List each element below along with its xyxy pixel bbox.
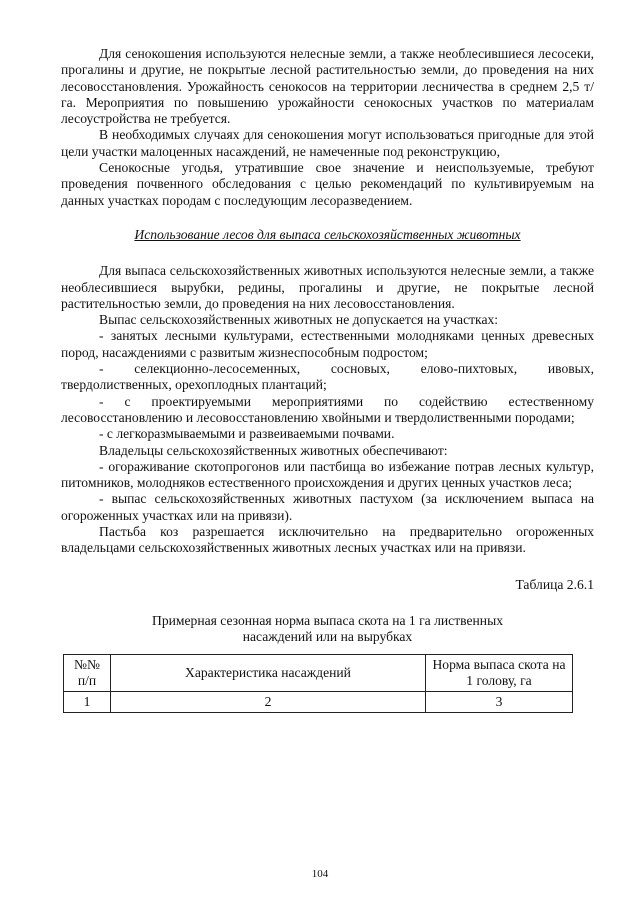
paragraph-haymaking-lands: Для сенокошения используются нелесные земли, а также необлесившиеся лесосеки, прогалины и другие, не покрытые лесной растительностью земли, до проведения на них лесовосстановления. Урожайность сенокосов на территории лесничества в среднем 2,5 т/га. Мероприятия по повышению урожайности сенокосных участков по материалам лесоустройства не требуется. (61, 46, 594, 127)
numbering-cell-1: 1 (64, 691, 111, 712)
list-item-fencing: - огораживание скотопрогонов или пастбища во избежание потрав лесных культур, питомников, молодняков естественного происхождения и других ценных участков леса; (61, 458, 594, 491)
numbering-cell-3: 3 (426, 691, 573, 712)
grazing-norm-table (63, 654, 573, 713)
list-item-shepherd: - выпас сельскохозяйственных животных пастухом (за исключением выпаса на огороженных участках или на привязи). (61, 491, 594, 523)
section-heading: Использование лесов для выпаса сельскохозяйственных животных (134, 226, 521, 242)
list-item-erodible-soils: - с легкоразмываемыми и развеиваемыми почвами. (99, 426, 395, 442)
header-cell-characteristics: Характеристика насаждений (111, 654, 426, 691)
table-header-row (64, 654, 573, 691)
table-label: Таблица 2.6.1 (515, 576, 594, 592)
paragraph-haymaking-low-value-stands: В необходимых случаях для сенокошения могут использоваться пригодные для этой цели участки малоценных насаждений, не намеченные под реконструкцию, (61, 127, 594, 159)
numbering-cell-2: 2 (111, 691, 426, 712)
paragraph-owners-provide: Владельцы сельскохозяйственных животных обеспечивают: (99, 442, 448, 458)
paragraph-grazing-not-allowed: Выпас сельскохозяйственных животных не допускается на участках: (99, 312, 499, 328)
list-item-plantations: - селекционно-лесосеменных, сосновых, елово-пихтовых, ивовых, твердолиственных, орехоплодных плантаций; (61, 361, 594, 393)
page-number: 104 (311, 868, 329, 880)
header-cell-norm: Норма выпаса скота на 1 голову, га (426, 654, 573, 691)
paragraph-grazing-lands: Для выпаса сельскохозяйственных животных используются нелесные земли, а также необлесившиеся вырубки, редины, прогалины и другие, не покрытые лесной растительностью земли, до проведения на них лесовосстановления. (61, 263, 594, 311)
list-item-reforestation: - с проектируемыми мероприятиями по содействию естественному лесовосстановлению и лесовосстановлению хвойными и твердолиственными породами; (61, 393, 594, 425)
paragraph-goat-grazing: Пастьба коз разрешается исключительно на предварительно огороженных владельцами сельскохозяйственных животных лесных участках или на привязи. (61, 524, 594, 556)
table-title: Примерная сезонная норма выпаса скота на 1 га лиственных насаждений или на вырубках (152, 612, 503, 645)
paragraph-unused-hayfields: Сенокосные угодья, утратившие свое значение и неиспользуемые, требуют проведения почвенного обследования с целью рекомендаций по культивируемым на данных участках породам с последующим лесоразведением. (61, 160, 594, 208)
list-item-forest-cultures: - занятых лесными культурами, естественными молодняками ценных древесных пород, насаждениями с развитым жизнеспособным подростом; (61, 328, 594, 360)
table-numbering-row (64, 691, 573, 712)
header-cell-number: №№ п/п (64, 654, 111, 691)
document-page (61, 46, 594, 713)
